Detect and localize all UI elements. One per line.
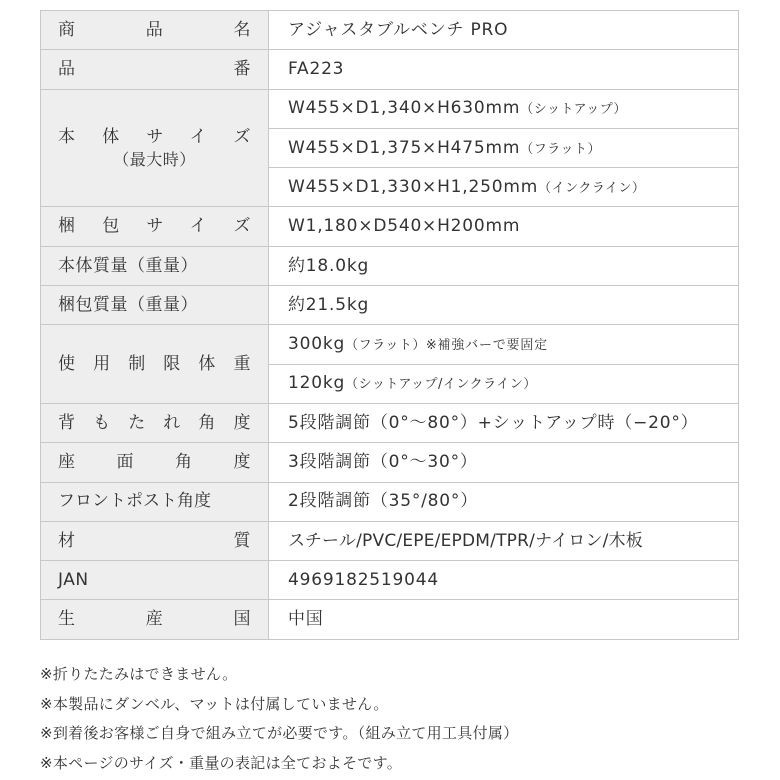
value-seat-angle: 3段階調節（0°〜30°） [269, 443, 739, 482]
table-row [41, 207, 739, 246]
value-backrest-angle: 5段階調節（0°〜80°）+シットアップ時（−20°） [269, 403, 739, 442]
note-item: ※本ページのサイズ・重量の表記は全ておよそです。 [40, 753, 403, 772]
weight-limit-flat-extra: ※補強バーで要固定 [425, 338, 548, 354]
value-jan: 4969182519044 [269, 561, 739, 600]
table-row [41, 50, 739, 89]
label-body-size-sub: （最大時） [113, 149, 196, 169]
table-row [41, 482, 739, 521]
label-backrest-angle: 背もたれ角度 [41, 403, 269, 442]
table-row [41, 246, 739, 285]
value-product-name: アジャスタブルベンチ PRO [269, 11, 739, 50]
table-row [41, 325, 739, 364]
table-row [41, 561, 739, 600]
value-package-weight: 約21.5kg [269, 286, 739, 325]
note-item: ※本製品にダンベル、マットは付属していません。 [40, 694, 389, 713]
label-jan: JAN [41, 561, 269, 600]
value-weight-limit-flat [269, 325, 739, 364]
body-size-incline-note: （インクライン） [538, 180, 646, 196]
spec-table [40, 10, 739, 640]
label-weight-limit: 使用制限体重 [41, 325, 269, 404]
body-size-situp-main: W455×D1,340×H630mm [288, 98, 521, 119]
label-seat-angle: 座面角度 [41, 443, 269, 482]
value-front-post-angle: 2段階調節（35°/80°） [269, 482, 739, 521]
weight-limit-situp-main: 120kg [288, 373, 346, 394]
value-body-weight: 約18.0kg [269, 246, 739, 285]
table-row [41, 11, 739, 50]
table-row [41, 521, 739, 560]
table-row [41, 443, 739, 482]
label-body-weight: 本体質量（重量） [41, 246, 269, 285]
weight-limit-flat-note: （フラット） [345, 338, 426, 354]
notes [40, 660, 760, 778]
label-package-size: 梱包サイズ [41, 207, 269, 246]
body-size-flat-main: W455×D1,375×H475mm [288, 137, 521, 158]
label-body-size [41, 89, 269, 207]
body-size-incline-main: W455×D1,330×H1,250mm [288, 176, 539, 197]
value-body-size-situp [269, 89, 739, 128]
note-item: ※折りたたみはできません。 [40, 665, 238, 683]
label-package-weight: 梱包質量（重量） [41, 286, 269, 325]
value-material: スチール/PVC/EPE/EPDM/TPR/ナイロン/木板 [269, 521, 739, 560]
label-product-name: 商品名 [41, 11, 269, 50]
value-origin: 中国 [269, 600, 739, 639]
value-product-number: FA223 [269, 50, 739, 89]
label-origin: 生産国 [41, 600, 269, 639]
label-product-number: 品番 [41, 50, 269, 89]
label-front-post-angle: フロントポスト角度 [41, 482, 269, 521]
value-package-size: W1,180×D540×H200mm [269, 207, 739, 246]
table-row [41, 403, 739, 442]
weight-limit-flat-main: 300kg [288, 334, 346, 355]
body-size-flat-note: （フラット） [520, 141, 602, 157]
value-body-size-incline [269, 168, 739, 207]
value-body-size-flat [269, 128, 739, 167]
table-row [41, 89, 739, 128]
note-item: ※到着後お客様ご自身で組み立てが必要です。（組み立て用工具付属） [40, 724, 519, 742]
table-row [41, 600, 739, 639]
table-row [41, 286, 739, 325]
label-body-size-main: 本体サイズ [58, 126, 251, 147]
label-material: 材質 [41, 521, 269, 560]
weight-limit-situp-note: （シットアップ/インクライン） [345, 377, 537, 393]
body-size-situp-note: （シットアップ） [520, 102, 627, 118]
value-weight-limit-situp [269, 364, 739, 403]
